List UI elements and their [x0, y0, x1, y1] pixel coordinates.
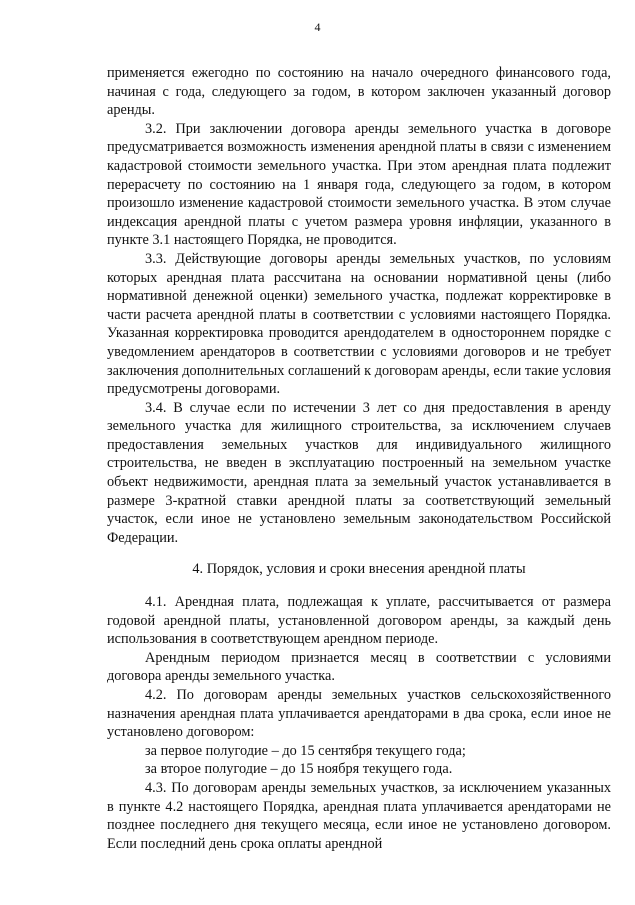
paragraph-continued: применяется ежегодно по состоянию на начало очередного финансового года, начиная с года, следующего за годом, в котором заключен указанный договор аренды.: [107, 65, 611, 119]
paragraph-first-half-year: за первое полугодие – до 15 сентября текущего года;: [145, 742, 466, 759]
paragraph-4-3: 4.3. По договорам аренды земельных участков, за исключением указанных в пункте 4.2 настоящего Порядка, арендная плата уплачивается арендаторами не позднее последнего дня текущего месяца, если иное не установлено договором. Если последний день срока оплаты арендной: [107, 779, 611, 852]
paragraph-3-4: 3.4. В случае если по истечении 3 лет со дня предоставления в аренду земельного участка для жилищного строительства, за исключением случаев предоставления земельных участков для индивидуального жилищного строительства, не введен в эксплуатацию построенный на земельном участке объект недвижимости, арендная плата за земельный участок устанавливается в размере 3-кратной ставки арендной платы за соответствующий земельный участок, если иное не установлено земельным законодательством Российской Федерации.: [107, 399, 611, 546]
paragraph-3-2: 3.2. При заключении договора аренды земельного участка в договоре предусматривается возможность изменения арендной платы в связи с изменением кадастровой стоимости земельного участка. При этом арендная плата подлежит перерасчету по состоянию на 1 января года, следующего за годом, в котором произошло изменение кадастровой стоимости земельного участка. В этом случае индексация арендной платы с учетом размера уровня инфляции, указанного в пункте 3.1 настоящего Порядка, не проводится.: [107, 120, 611, 249]
paragraph-second-half-year: за второе полугодие – до 15 ноября текущего года.: [145, 761, 453, 778]
paragraph-4-1: 4.1. Арендная плата, подлежащая к уплате, рассчитывается от размера годовой арендной платы, установленной договором аренды, за каждый день использования в соответствующем арендном периоде.: [107, 594, 611, 648]
paragraph-4-2: 4.2. По договорам аренды земельных участков сельскохозяйственного назначения арендная плата уплачивается арендаторами в два срока, если иное не установлено договором:: [107, 687, 611, 741]
page-number: 4: [314, 20, 321, 34]
paragraph-3-3: 3.3. Действующие договоры аренды земельных участков, по условиям которых арендная плата рассчитана на основании нормативной цены (либо нормативной денежной оценки) земельного участка, подлежат корректировке в части расчета арендной платы в соответствии с условиями настоящего Порядка. Указанная корректировка проводится арендодателем в одностороннем порядке с уведомлением арендаторов в соответствии с условиями договоров и не требует заключения дополнительных соглашений к договорам аренды, если такие условия предусмотрены договорами.: [107, 250, 611, 398]
document-body: [107, 64, 611, 853]
section-heading: 4. Порядок, условия и сроки внесения арендной платы: [192, 561, 526, 578]
paragraph-rental-period: Арендным периодом признается месяц в соответствии с условиями договора аренды земельного участка.: [107, 649, 611, 685]
